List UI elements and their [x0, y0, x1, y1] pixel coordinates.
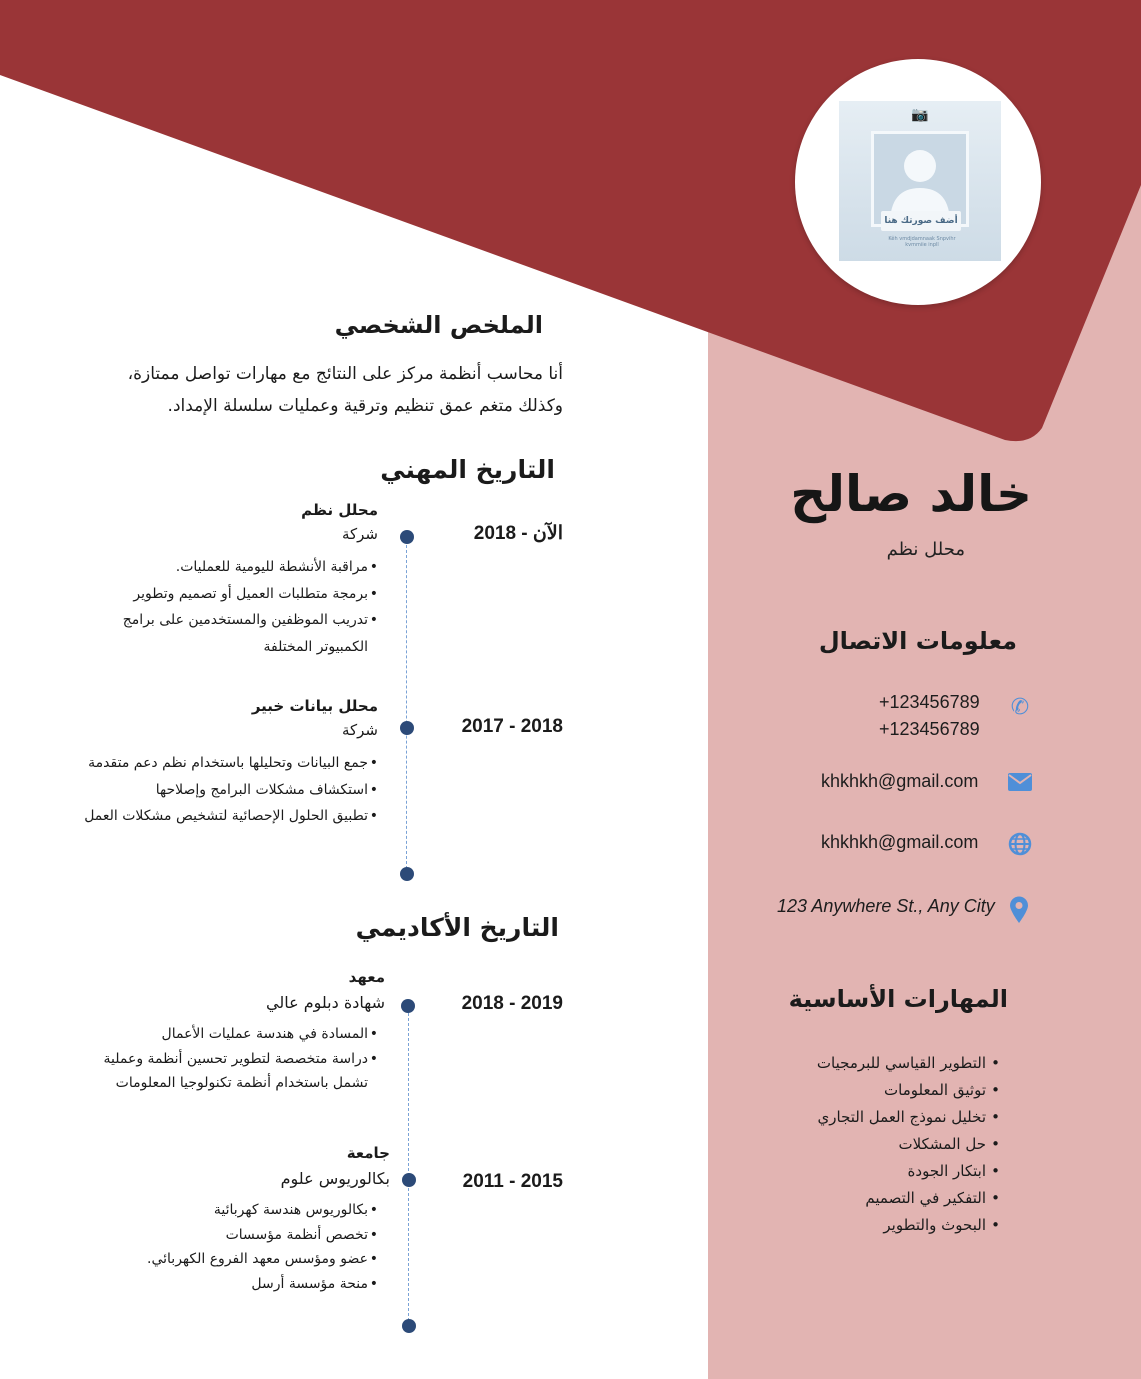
edu-degree: شهادة دبلوم عالي — [265, 993, 385, 1012]
globe-icon — [1008, 832, 1032, 860]
address: 123 Anywhere St., Any City — [777, 896, 995, 916]
profile-photo[interactable] — [795, 59, 1041, 305]
summary-line: وكذلك متغم عمق تنظيم وترقية وعمليات سلسلة الإمداد. — [167, 396, 563, 416]
timeline-dot — [402, 1173, 416, 1187]
edu-bullets — [98, 1022, 378, 1096]
job-bullets — [98, 554, 378, 660]
phone-1[interactable]: +123456789 — [879, 692, 980, 712]
website[interactable]: khkhkh@gmail.com — [821, 832, 979, 852]
skill-item: توثيق المعلومات • — [760, 1077, 1000, 1104]
skill-item: البحوث والتطوير • — [760, 1212, 1000, 1239]
timeline-dot — [402, 1319, 416, 1333]
photo-subtext: Kêh vmdjdamnaak Snpvihr kvmmiie inpll — [888, 236, 956, 248]
bullet-item: منحة مؤسسة أرسل • — [98, 1272, 378, 1297]
edu-school: معهد — [348, 968, 385, 986]
skill-item: التطوير القياسي للبرمجيات • — [760, 1050, 1000, 1077]
timeline-dot — [401, 999, 415, 1013]
location-pin-icon — [1009, 896, 1029, 928]
bullet-item: تدريب الموظفين والمستخدمين على برامج الكمبيوتر المختلفة • — [98, 607, 378, 660]
skills-list — [760, 1050, 1000, 1239]
career-heading: التاريخ المهني — [380, 455, 555, 484]
summary-heading: الملخص الشخصي — [334, 311, 543, 339]
education-heading: التاريخ الأكاديمي — [355, 913, 559, 942]
phone-2[interactable]: +123456789 — [879, 719, 980, 739]
edu-date: 2018 - 2019 — [461, 993, 563, 1014]
skill-item: تخليل نموذج العمل التجاري • — [760, 1104, 1000, 1131]
email-address[interactable]: khkhkh@gmail.com — [821, 771, 979, 791]
bullet-item: عضو ومؤسس معهد الفروع الكهربائي. • — [98, 1247, 378, 1272]
job-company: شركة — [341, 525, 378, 543]
job-title: محلل نظم — [301, 501, 378, 519]
phone-icon: ✆ — [1010, 695, 1030, 720]
education-timeline-line — [408, 1008, 409, 1326]
bullet-item: تخصص أنظمة مؤسسات • — [98, 1223, 378, 1248]
bullet-item: دراسة متخصصة لتطوير تحسين أنظمة وعملية تشمل باستخدام أنظمة تكنولوجيا المعلومات • — [98, 1047, 378, 1096]
timeline-dot — [400, 530, 414, 544]
bullet-item: استكشاف مشكلات البرامج وإصلاحها • — [70, 777, 378, 804]
skill-item: التفكير في التصميم • — [760, 1185, 1000, 1212]
job-company: شركة — [341, 721, 378, 739]
photo-ribbon: أضف صورتك هنا — [881, 211, 961, 231]
job-bullets — [70, 750, 378, 830]
job-title: محلل بيانات خبير — [251, 697, 378, 715]
edu-degree: بكالوريوس علوم — [280, 1169, 390, 1188]
skill-item: حل المشكلات • — [760, 1131, 1000, 1158]
photo-placeholder — [839, 101, 1001, 261]
contact-heading: معلومات الاتصال — [818, 627, 1017, 655]
career-timeline-line — [406, 540, 407, 874]
mail-icon — [1008, 773, 1032, 795]
job-date: 2017 - 2018 — [461, 716, 563, 737]
bullet-item: جمع البيانات وتحليلها باستخدام نظم دعم متقدمة • — [70, 750, 378, 777]
bullet-item: مراقبة الأنشطة لليومية للعمليات. • — [98, 554, 378, 581]
camera-icon: 📷 — [911, 107, 929, 123]
bullet-item: المسادة في هندسة عمليات الأعمال • — [98, 1022, 378, 1047]
skill-item: ابتكار الجودة • — [760, 1158, 1000, 1185]
job-date: 2018 - الآن — [473, 523, 563, 544]
bullet-item: بكالوريوس هندسة كهربائية • — [98, 1198, 378, 1223]
person-name: خالد صالح — [790, 465, 1032, 523]
edu-bullets — [98, 1198, 378, 1296]
edu-date: 2011 - 2015 — [462, 1171, 563, 1192]
summary-line: أنا محاسب أنظمة مركز على النتائج مع مهارات تواصل ممتازة، — [127, 364, 563, 384]
timeline-dot — [400, 867, 414, 881]
bullet-item: برمجة متطلبات العميل أو تصميم وتطوير • — [98, 581, 378, 608]
skills-heading: المهارات الأساسية — [788, 985, 1008, 1013]
edu-school: جامعة — [346, 1144, 390, 1162]
summary-text — [100, 358, 563, 422]
bullet-item: تطبيق الحلول الإحصائية لتشخيص مشكلات العمل • — [70, 803, 378, 830]
person-title: محلل نظم — [886, 539, 965, 560]
timeline-dot — [400, 721, 414, 735]
